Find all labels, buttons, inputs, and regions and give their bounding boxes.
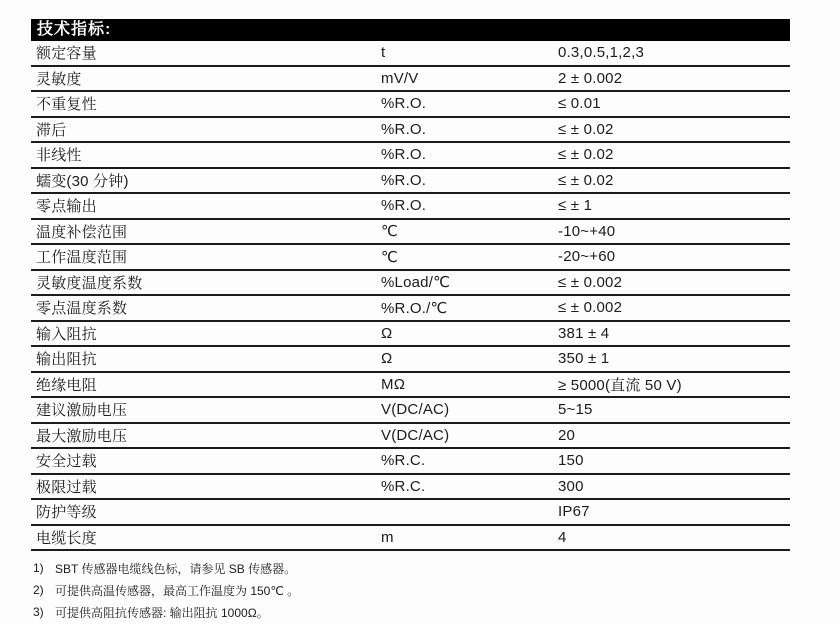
value-cell: -10~+40 — [558, 222, 616, 240]
table-row — [31, 220, 790, 246]
param-name-cell: 输入阻抗 — [36, 325, 97, 343]
unit-cell: m — [381, 528, 394, 546]
unit-cell: ℃ — [381, 248, 399, 266]
table-row — [31, 347, 790, 373]
value-cell: 381 ± 4 — [558, 324, 610, 342]
unit-cell: %R.O. — [381, 197, 427, 215]
footnote-number: 3) — [33, 605, 44, 619]
table-row — [31, 143, 790, 169]
table-row — [31, 245, 790, 271]
value-cell: IP67 — [558, 503, 590, 521]
footnote — [33, 557, 299, 579]
footnote-text: 可提供高温传感器，最高工作温度为 150℃ 。 — [55, 583, 300, 598]
value-cell: 300 — [558, 477, 584, 495]
value-cell: -20~+60 — [558, 248, 616, 266]
footnote-number: 1) — [33, 561, 44, 575]
param-name-cell: 绝缘电阻 — [36, 376, 97, 394]
param-name-cell: 温度补偿范围 — [36, 223, 128, 241]
param-name-cell: 零点输出 — [36, 198, 97, 216]
unit-cell: %R.O./℃ — [381, 299, 448, 317]
footnote-number: 2) — [33, 583, 44, 597]
param-name-cell: 输出阻抗 — [36, 351, 97, 369]
value-cell: ≤ ± 0.002 — [558, 273, 623, 291]
footnote — [33, 601, 299, 623]
unit-cell: MΩ — [381, 375, 406, 393]
value-cell: 5~15 — [558, 401, 593, 419]
param-name-cell: 额定容量 — [36, 45, 97, 63]
value-cell: ≤ ± 0.02 — [558, 146, 614, 164]
unit-cell: mV/V — [381, 69, 419, 87]
value-cell: ≤ ± 0.002 — [558, 299, 623, 317]
table-row — [31, 449, 790, 475]
table-row — [31, 118, 790, 144]
unit-cell: t — [381, 44, 386, 62]
table-header-bar — [31, 19, 790, 41]
value-cell: 20 — [558, 426, 576, 444]
unit-cell: %R.O. — [381, 120, 427, 138]
value-cell: ≥ 5000(直流 50 V) — [558, 376, 682, 394]
table-row — [31, 92, 790, 118]
param-name-cell: 非线性 — [36, 147, 82, 165]
unit-cell: %Load/℃ — [381, 274, 451, 292]
param-name-cell: 安全过载 — [36, 453, 97, 471]
table-row — [31, 296, 790, 322]
value-cell: 2 ± 0.002 — [558, 69, 623, 87]
unit-cell: V(DC/AC) — [381, 426, 450, 444]
footnote-text: 可提供高阻抗传感器: 输出阻抗 1000Ω。 — [55, 605, 269, 620]
unit-cell: %R.O. — [381, 171, 427, 189]
table-row — [31, 41, 790, 67]
param-name-cell: 蠕变(30 分钟) — [36, 172, 129, 190]
param-name-cell: 滞后 — [36, 121, 67, 139]
unit-cell: V(DC/AC) — [381, 401, 450, 419]
spec-table — [31, 19, 790, 551]
footnote — [33, 579, 299, 601]
value-cell: 350 ± 1 — [558, 350, 610, 368]
table-row — [31, 500, 790, 526]
param-name-cell: 灵敏度温度系数 — [36, 274, 143, 292]
param-name-cell: 建议激励电压 — [36, 402, 128, 420]
table-row — [31, 271, 790, 297]
value-cell: ≤ ± 0.02 — [558, 120, 614, 138]
value-cell: ≤ ± 1 — [558, 197, 593, 215]
value-cell: 0.3,0.5,1,2,3 — [558, 44, 645, 62]
param-name-cell: 最大激励电压 — [36, 427, 128, 445]
unit-cell: %R.C. — [381, 452, 426, 470]
table-row — [31, 67, 790, 93]
value-cell: ≤ ± 0.02 — [558, 171, 614, 189]
param-name-cell: 极限过载 — [36, 478, 97, 496]
unit-cell: %R.C. — [381, 477, 426, 495]
param-name-cell: 灵敏度 — [36, 70, 82, 88]
value-cell: ≤ 0.01 — [558, 95, 601, 113]
table-row — [31, 194, 790, 220]
table-row — [31, 475, 790, 501]
section-title: 技术指标: — [37, 21, 112, 38]
unit-cell: %R.O. — [381, 95, 427, 113]
param-name-cell: 电缆长度 — [36, 529, 97, 547]
param-name-cell: 零点温度系数 — [36, 300, 128, 318]
footnote-text: SBT 传感器电缆线色标，请参见 SB 传感器。 — [55, 561, 297, 576]
unit-cell: %R.O. — [381, 146, 427, 164]
unit-cell: ℃ — [381, 223, 399, 241]
table-row — [31, 424, 790, 450]
param-name-cell: 工作温度范围 — [36, 249, 128, 267]
param-name-cell: 防护等级 — [36, 504, 97, 522]
value-cell: 150 — [558, 452, 584, 470]
param-name-cell: 不重复性 — [36, 96, 97, 114]
unit-cell: Ω — [381, 350, 393, 368]
table-row — [31, 169, 790, 195]
table-row — [31, 526, 790, 552]
unit-cell: Ω — [381, 324, 393, 342]
value-cell: 4 — [558, 528, 567, 546]
table-row — [31, 373, 790, 399]
table-row — [31, 322, 790, 348]
footnotes — [33, 557, 299, 623]
table-row — [31, 398, 790, 424]
